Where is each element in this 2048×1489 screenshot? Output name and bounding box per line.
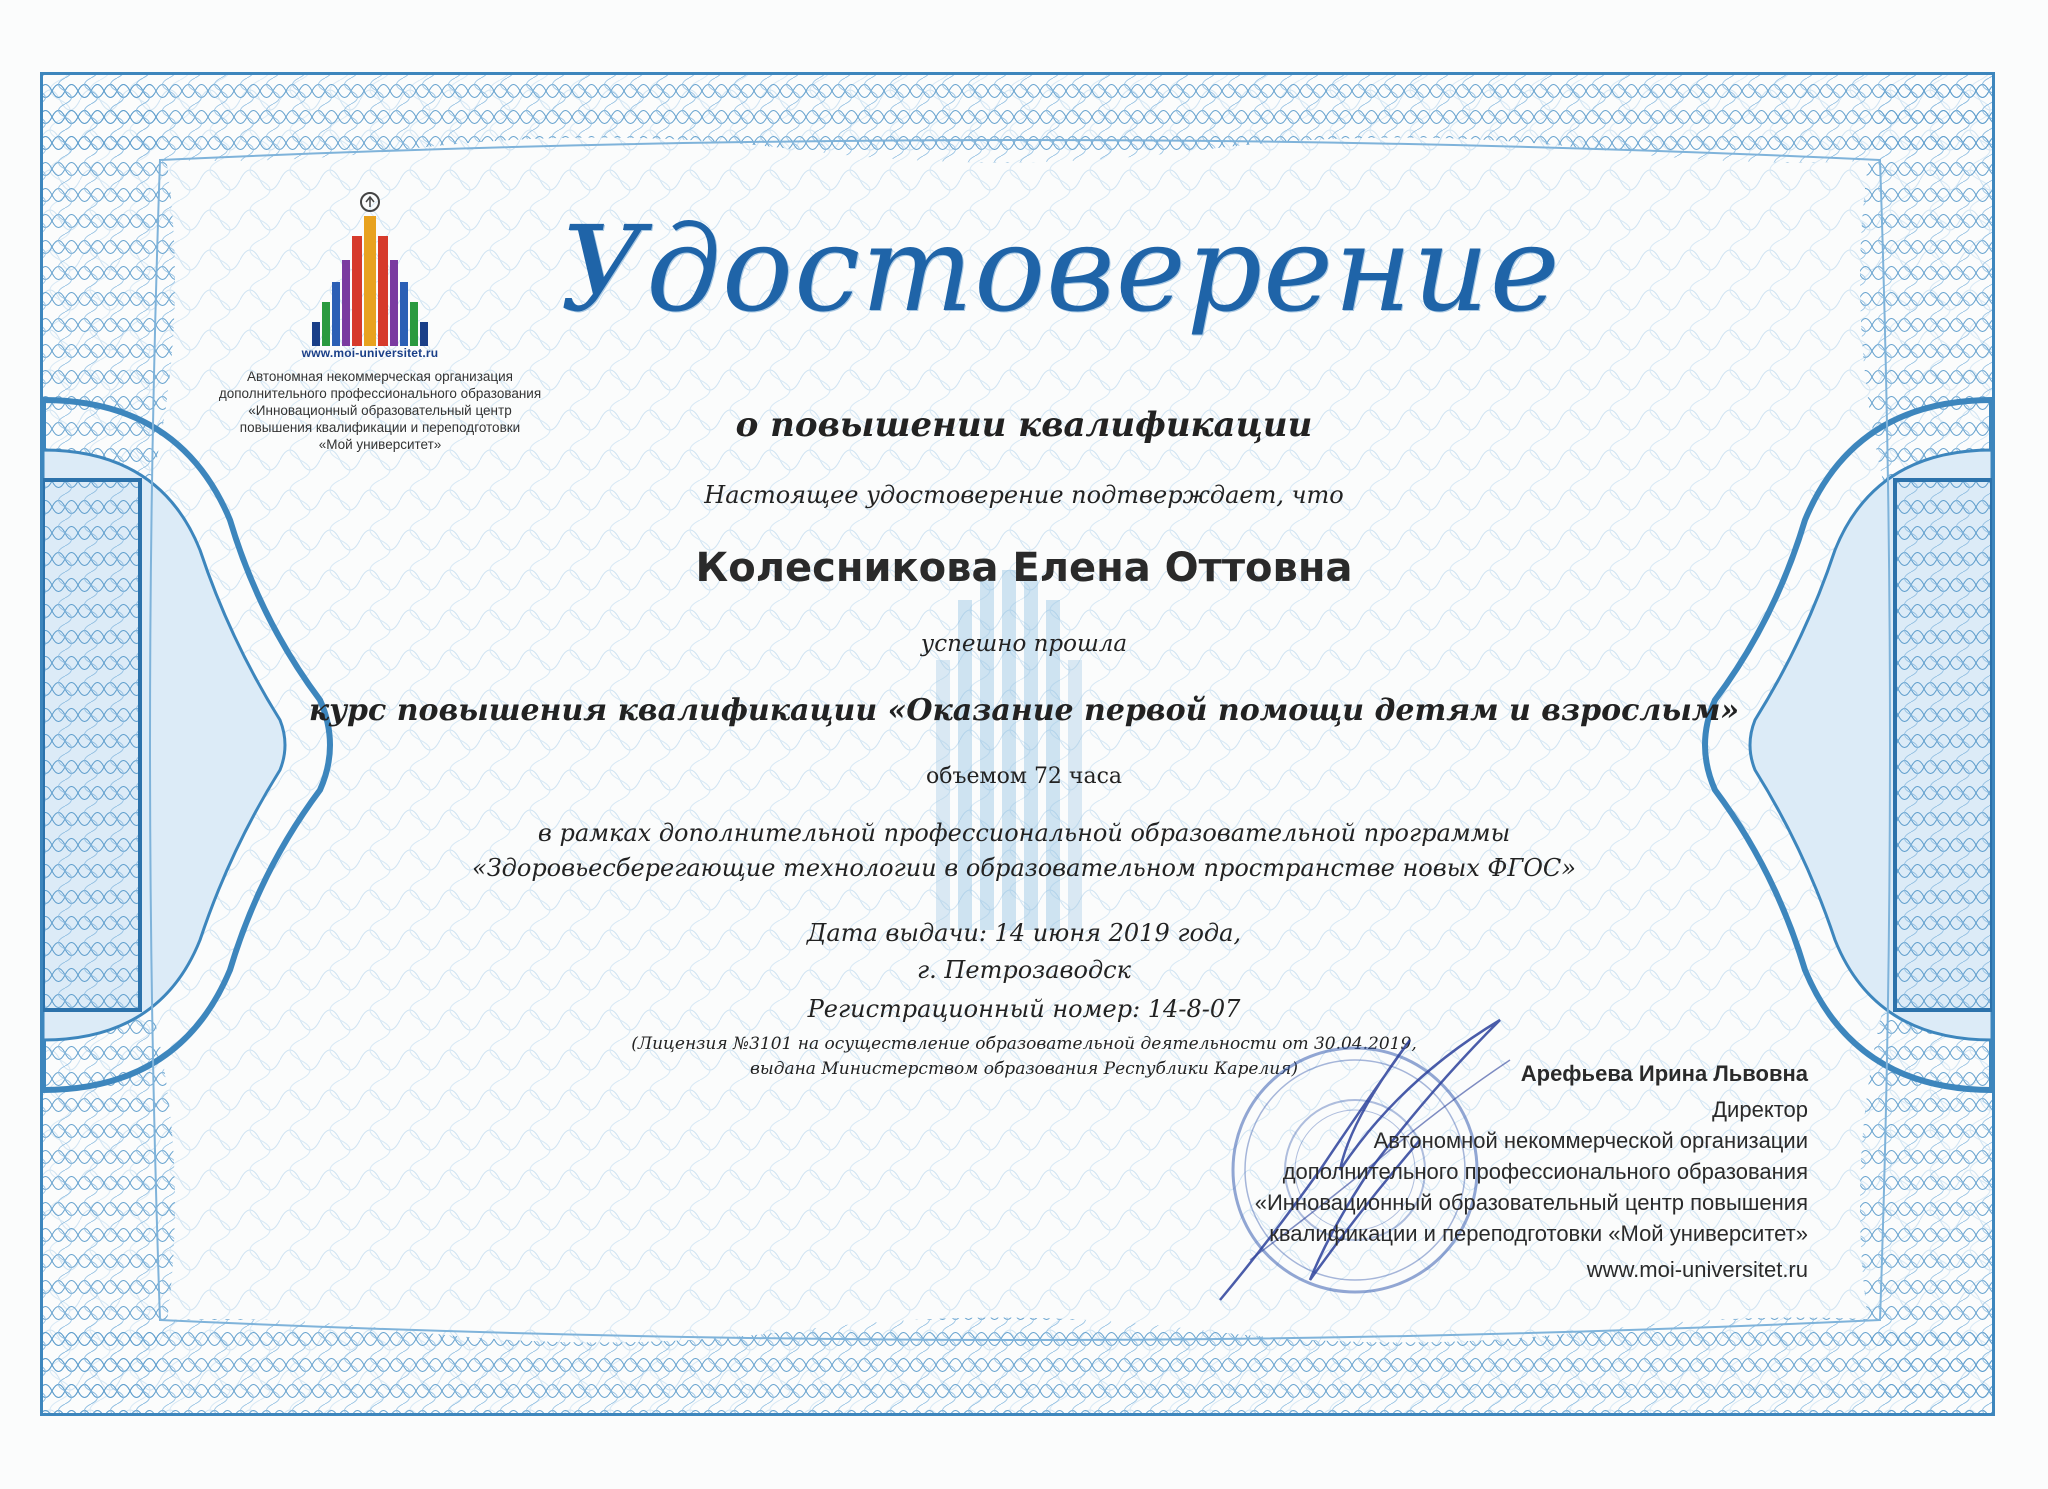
university-logo (300, 190, 440, 370)
signer-block (1108, 1061, 1808, 1283)
recipient-name: Колесникова Елена Оттовна (695, 545, 1353, 591)
org-line: Автономная некоммерческая организация (247, 369, 513, 384)
license-line-2: выдана Министерством образования Республики Карелия) (749, 1059, 1299, 1079)
course-volume: объемом 72 часа (925, 764, 1123, 789)
course-title: курс повышения квалификации «Оказание первой помощи детям и взрослым» (308, 693, 1740, 728)
signer-line: дополнительного профессионального образования (1282, 1159, 1808, 1184)
certificate-title: Удостоверение (560, 200, 1561, 338)
certificate-subtitle: о повышении квалификации (735, 405, 1313, 445)
passed-text: успешно прошла (920, 631, 1128, 657)
signer-line: квалификации и переподготовки «Мой университет» (1269, 1221, 1808, 1246)
issue-city: г. Петрозаводск (917, 956, 1131, 984)
org-line: «Мой университет» (318, 437, 442, 452)
license-line-1: (Лицензия №3101 на осуществление образовательной деятельности от 30.04.2019, (631, 1034, 1417, 1054)
logo-url: www.moi-universitet.ru (301, 346, 439, 360)
signer-line: «Инновационный образовательный центр повышения (1254, 1190, 1808, 1215)
program-line-2: «Здоровьесберегающие технологии в образовательном пространстве новых ФГОС» (472, 854, 1576, 882)
signer-website: www.moi-universitet.ru (1586, 1257, 1808, 1282)
signer-line: Автономной некоммерческой организации (1373, 1128, 1808, 1153)
registration-number: Регистрационный номер: 14-8-07 (807, 995, 1241, 1023)
org-line: повышения квалификации и переподготовки (239, 420, 521, 435)
confirms-text: Настоящее удостоверение подтверждает, что (704, 481, 1344, 509)
signer-line: Директор (1712, 1097, 1808, 1122)
org-line: «Инновационный образовательный центр (248, 403, 512, 418)
program-line-1: в рамках дополнительной профессиональной образовательной программы (537, 819, 1511, 847)
issue-date: Дата выдачи: 14 июня 2019 года, (806, 919, 1242, 947)
org-line: дополнительного профессионального образования (218, 386, 542, 401)
signer-name: Арефьева Ирина Львовна (1520, 1061, 1808, 1086)
